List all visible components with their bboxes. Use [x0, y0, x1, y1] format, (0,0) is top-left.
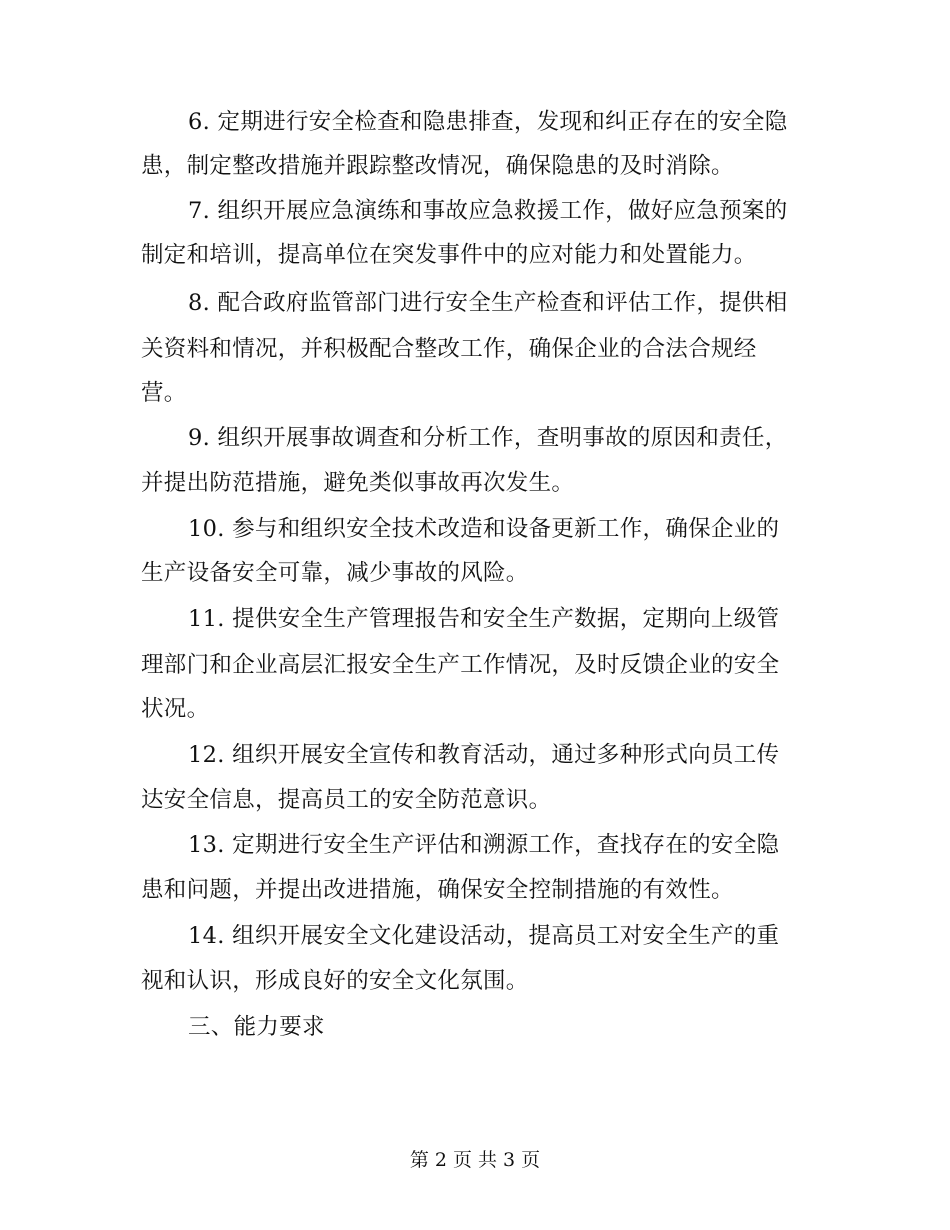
paragraph-9-line-1: 9. 组织开展事故调查和分析工作，查明事故的原因和责任， [188, 425, 788, 451]
paragraph-8-line-1: 8. 配合政府监管部门进行安全生产检查和评估工作，提供相 [188, 290, 788, 316]
section-heading: 三、能力要求 [188, 1014, 325, 1040]
page-number-footer: 第 2 页 共 3 页 [409, 1149, 541, 1171]
paragraph-7-line-2: 制定和培训，提高单位在突发事件中的应对能力和处置能力。 [141, 242, 757, 268]
paragraph-6-line-2: 患，制定整改措施并跟踪整改情况，确保隐患的及时消除。 [141, 153, 734, 179]
paragraph-9-line-2: 并提出防范措施，避免类似事故再次发生。 [141, 470, 575, 496]
paragraph-6-line-1: 6. 定期进行安全检查和隐患排查，发现和纠正存在的安全隐 [188, 109, 788, 135]
paragraph-12-line-2: 达安全信息，提高员工的安全防范意识。 [141, 787, 552, 813]
paragraph-7-line-1: 7. 组织开展应急演练和事故应急救援工作，做好应急预案的 [188, 198, 788, 224]
paragraph-14-line-1: 14. 组织开展安全文化建设活动，提高员工对安全生产的重 [188, 923, 780, 949]
paragraph-8-line-2: 关资料和情况，并积极配合整改工作，确保企业的合法合规经 [141, 336, 757, 362]
paragraph-8-line-3: 营。 [141, 380, 187, 406]
paragraph-10-line-2: 生产设备安全可靠，减少事故的风险。 [141, 560, 529, 586]
paragraph-14-line-2: 视和认识，形成良好的安全文化氛围。 [141, 968, 529, 994]
paragraph-10-line-1: 10. 参与和组织安全技术改造和设备更新工作，确保企业的 [188, 516, 780, 542]
paragraph-11-line-3: 状况。 [141, 696, 210, 722]
paragraph-12-line-1: 12. 组织开展安全宣传和教育活动，通过多种形式向员工传 [188, 742, 780, 768]
paragraph-13-line-2: 患和问题，并提出改进措施，确保安全控制措施的有效性。 [141, 877, 734, 903]
paragraph-11-line-2: 理部门和企业高层汇报安全生产工作情况，及时反馈企业的安全 [141, 652, 780, 678]
paragraph-13-line-1: 13. 定期进行安全生产评估和溯源工作，查找存在的安全隐 [188, 832, 780, 858]
paragraph-11-line-1: 11. 提供安全生产管理报告和安全生产数据，定期向上级管 [188, 606, 780, 632]
